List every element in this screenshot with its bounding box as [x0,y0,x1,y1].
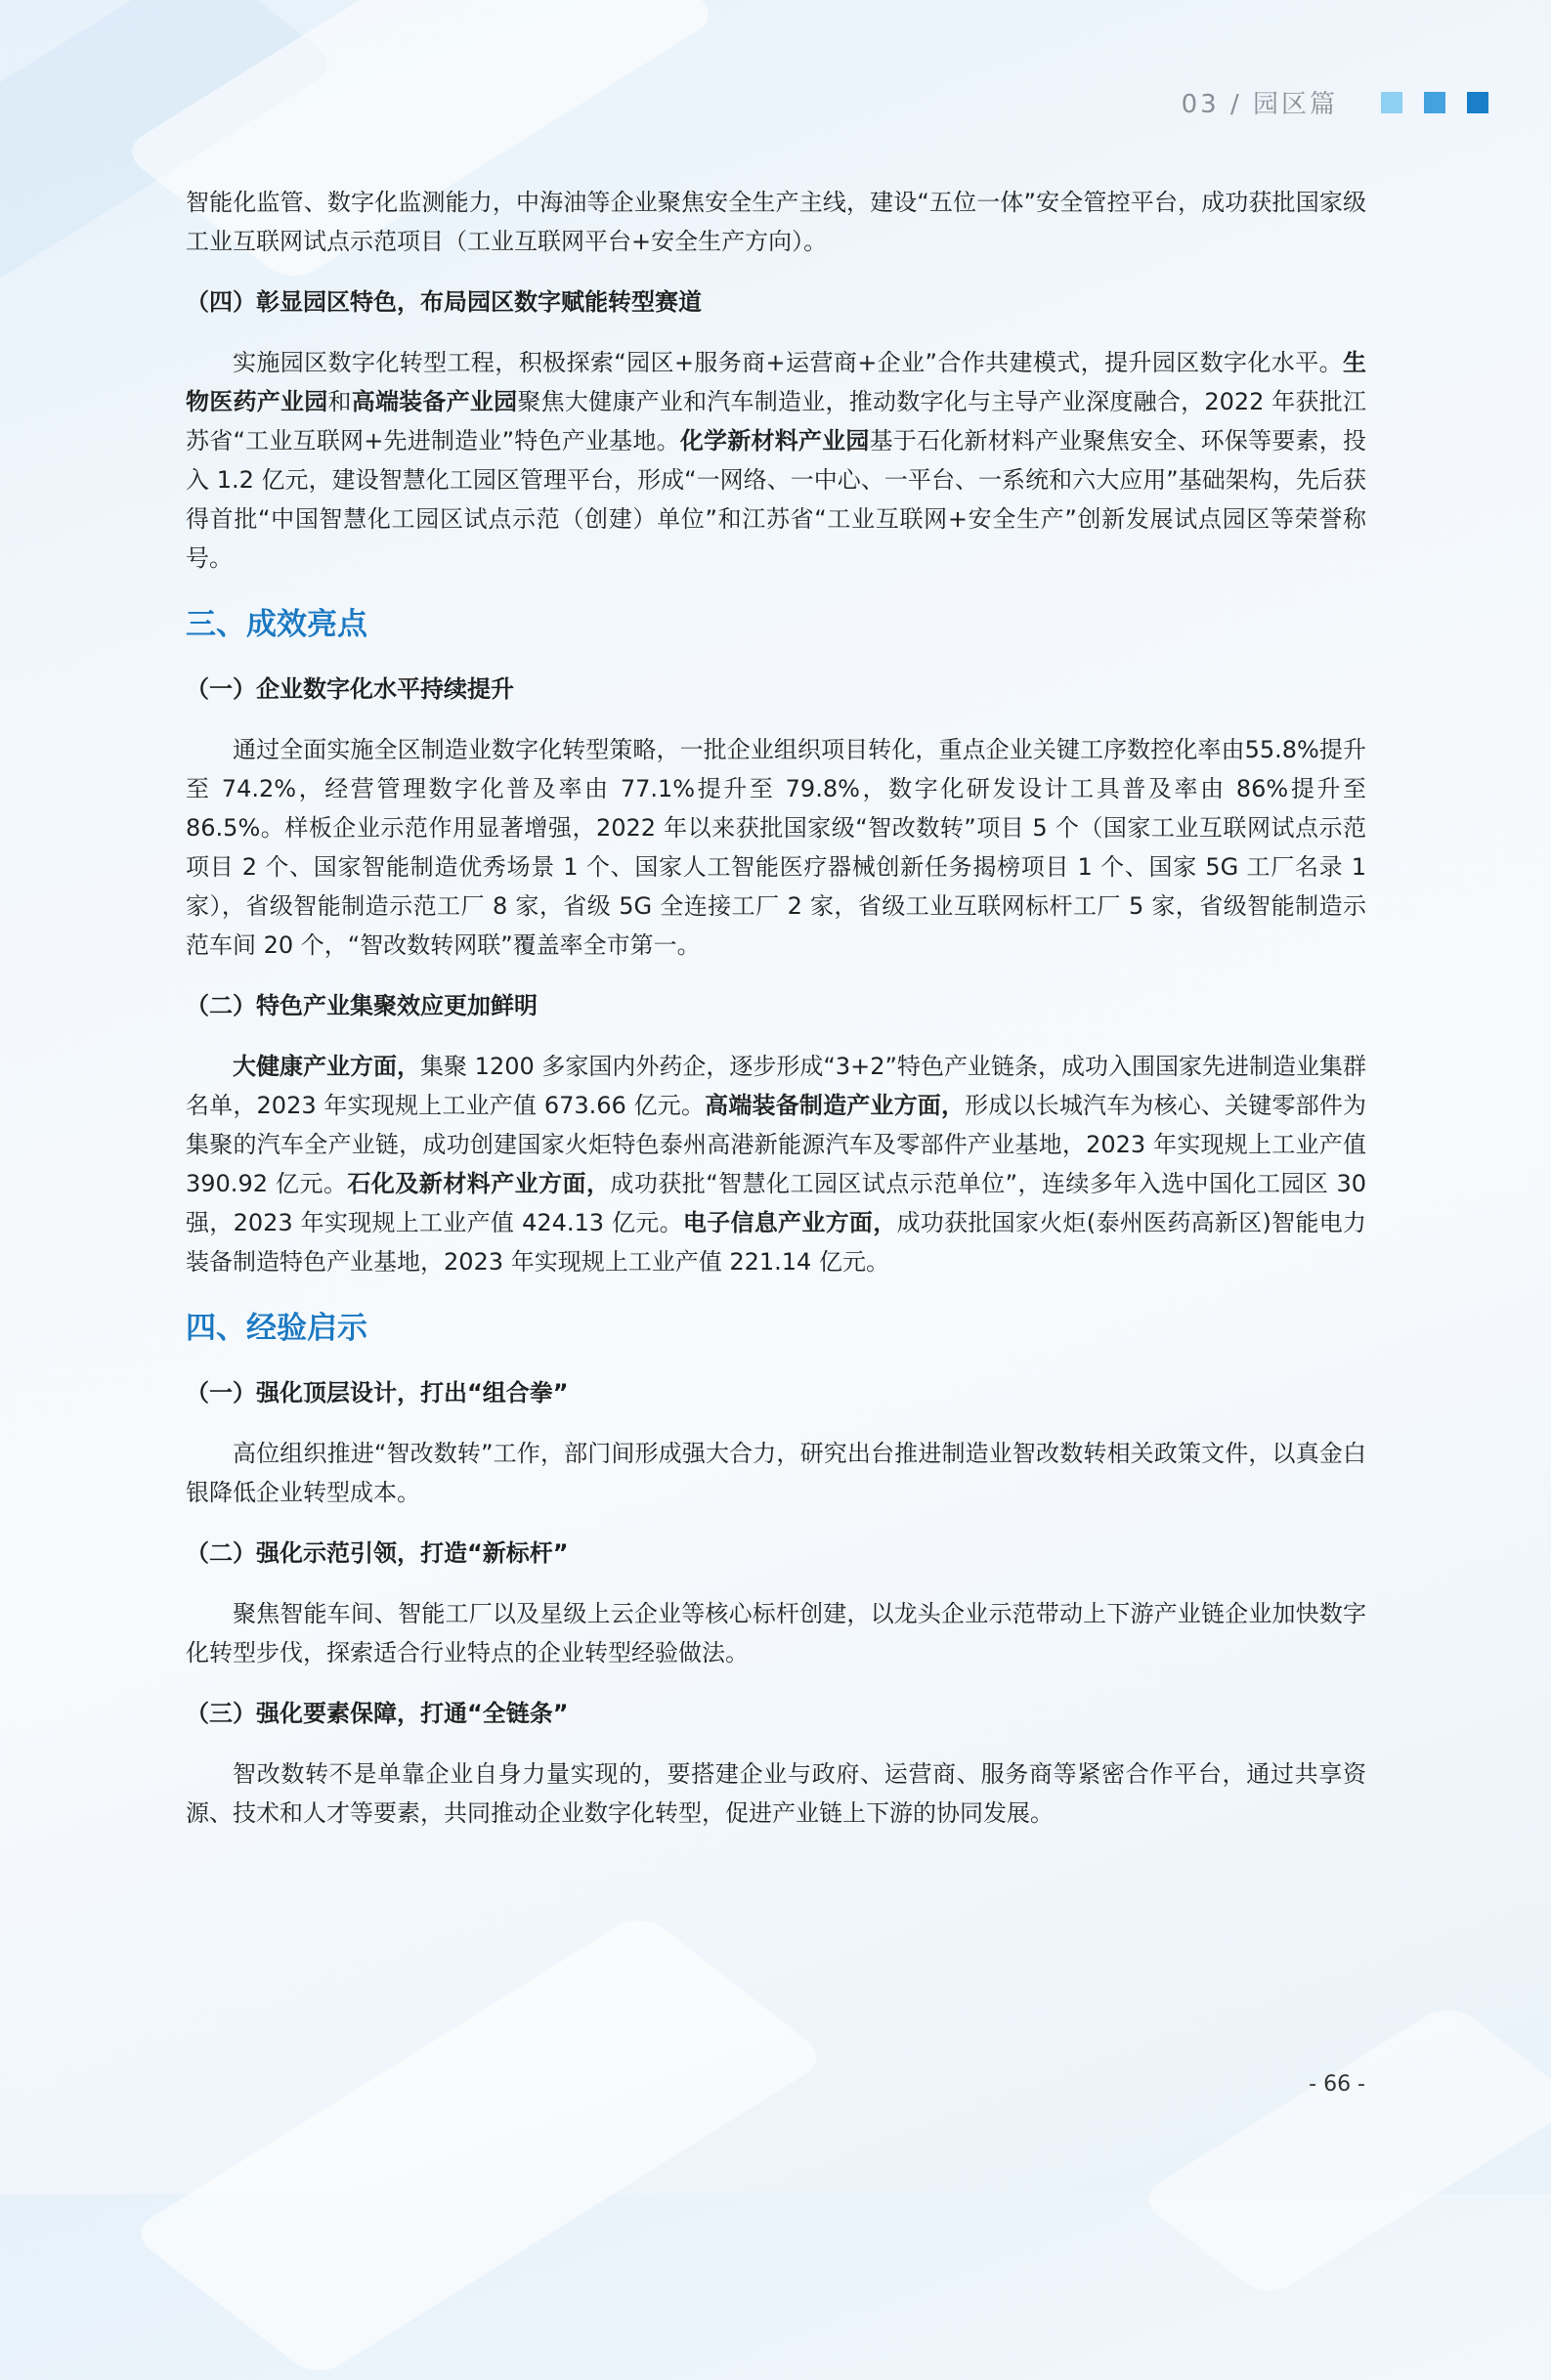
page-header [1182,84,1488,120]
bold-run: 生物医药产业园 [186,349,1366,415]
bold-run: 化学新材料产业园 [679,427,870,454]
subheading: （二）特色产业集聚效应更加鲜明 [186,992,538,1019]
chapter-label: 03 / 园区篇 [1181,90,1338,119]
text-run: 聚焦大健康产业和汽车制造业，推动数字化与主导产业深度融合，2022 年获批江苏省“工业互联网+先进制造业”特色产业基地。 [186,388,1367,454]
paragraph: 高位组织推进“智改数转”工作，部门间形成强大合力，研究出台推进制造业智改数转相关政策文件，以真金白银降低企业转型成本。 [186,1440,1366,1506]
background-shape [1136,2001,1551,2300]
subheading: （三）强化要素保障，打通“全链条” [186,1700,569,1727]
paragraph [186,1047,1366,1281]
section-heading: 三、成效亮点 [186,607,367,642]
text-run: 成功获批“智慧化工园区试点示范单位”，连续多年入选中国化工园区 30 强，2023 年实现规上工业产值 424.13 亿元。 [186,1170,1366,1236]
paragraph [186,343,1366,578]
bold-run: 电子信息产业方面， [682,1209,897,1236]
bold-run: 大健康产业方面， [233,1053,421,1080]
subheading: （一）企业数字化水平持续提升 [186,675,514,703]
bold-run: 石化及新材料产业方面， [347,1170,611,1197]
paragraph: 通过全面实施全区制造业数字化转型策略，一批企业组织项目转化，重点企业关键工序数控化率由55.8%提升至 74.2%，经营管理数字化普及率由 77.1%提升至 79.8%，数字化研发设计工具普及率由 86%提升至 86.5%。样板企业示范作用显著增强，2022 年以来获批国家级“智改数转”项目 5 个（国家工业互联网试点示范项目 2 个、国家智能制造优秀场景 1 个、国家人工智能医疗器械创新任务揭榜项目 1 个、国家 5G 工厂名录 1 家），省级智能制造示范工厂 8 家，省级 5G 全连接工厂 2 家，省级工业互联网标杆工厂 5 家，省级智能制造示范车间 20 个，“智改数转网联”覆盖率全市第一。 [186,736,1366,959]
paragraph-continuation: 智能化监管、数字化监测能力，中海油等企业聚焦安全生产主线，建设“五位一体”安全管控平台，成功获批国家级工业互联网试点示范项目（工业互联网平台+安全生产方向）。 [186,189,1366,255]
text-run: 集聚 1200 多家国内外药企，逐步形成“3+2”特色产业链条，成功入围国家先进制造业集群名单，2023 年实现规上工业产值 673.66 亿元。 [186,1053,1366,1119]
subheading: （二）强化示范引领，打造“新标杆” [186,1539,569,1567]
subheading: （一）强化顶层设计，打出“组合拳” [186,1379,569,1406]
text-run: 和 [327,388,352,415]
text-run: 实施园区数字化转型工程，积极探索“园区+服务商+运营商+企业”合作共建模式，提升园区数字化水平。 [233,349,1343,376]
text-run: 成功获批国家火炬(泰州医药高新区)智能电力装备制造特色产业基地，2023 年实现规上工业产值 221.14 亿元。 [186,1209,1366,1276]
paragraph: 智改数转不是单靠企业自身力量实现的，要搭建企业与政府、运营商、服务商等紧密合作平台，通过共享资源、技术和人才等要素，共同推动企业数字化转型，促进产业链上下游的协同发展。 [186,1760,1366,1827]
bold-run: 高端装备制造产业方面， [705,1092,966,1119]
square-icon [1467,92,1488,113]
bold-run: 高端装备产业园 [351,388,518,415]
square-icon [1381,92,1402,113]
text-run: 基于石化新材料产业聚焦安全、环保等要素，投入 1.2 亿元，建设智慧化工园区管理平台，形成“一网络、一中心、一平台、一系统和六大应用”基础架构，先后获得首批“中国智慧化工园区试点示范（创建）单位”和江苏省“工业互联网+安全生产”创新发展试点园区等荣誉称号。 [186,427,1366,572]
text-run: 形成以长城汽车为核心、关键零部件为集聚的汽车全产业链，成功创建国家火炬特色泰州高港新能源汽车及零部件产业基地，2023 年实现规上工业产值 390.92 亿元。 [186,1092,1367,1197]
square-icon [1424,92,1445,113]
document-body [186,183,1366,1833]
subheading: （四）彰显园区特色，布局园区数字赋能转型赛道 [186,288,702,316]
header-decoration [1359,92,1488,113]
section-heading: 四、经验启示 [186,1311,367,1346]
page-number: - 66 - [1309,2072,1365,2097]
paragraph: 聚焦智能车间、智能工厂以及星级上云企业等核心标杆创建，以龙头企业示范带动上下游产业链企业加快数字化转型步伐，探索适合行业特点的企业转型经验做法。 [186,1600,1366,1666]
background-shape [128,1911,831,2379]
